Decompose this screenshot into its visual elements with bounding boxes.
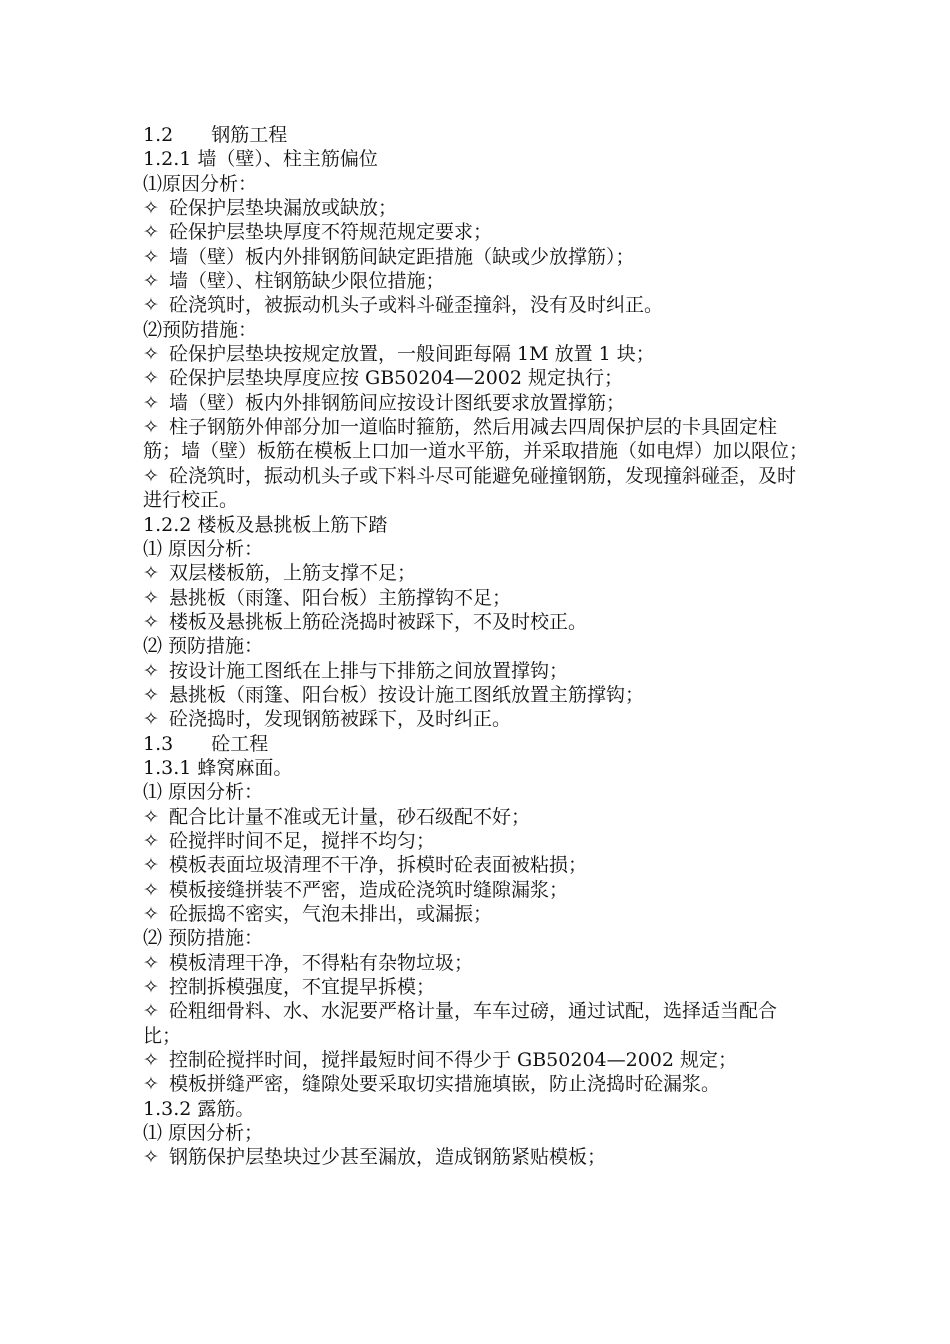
diamond-bullet-icon: ✧ (143, 1073, 159, 1096)
document-body (143, 123, 813, 1170)
bullet-text: 模板接缝拼装不严密，造成砼浇筑时缝隙漏浆； (169, 878, 569, 901)
bullet-item (143, 366, 813, 390)
section-heading: 1.2 钢筋工程 (143, 124, 288, 146)
diamond-bullet-icon: ✧ (143, 562, 159, 585)
bullet-item (143, 829, 813, 853)
diamond-bullet-icon: ✧ (143, 391, 159, 414)
diamond-bullet-icon: ✧ (143, 367, 159, 390)
bullet-text: 砼浇捣时，发现钢筋被踩下，及时纠正。 (169, 708, 512, 731)
bullet-item (143, 342, 813, 366)
diamond-bullet-icon: ✧ (143, 878, 159, 901)
bullet-item (143, 683, 813, 707)
diamond-bullet-icon: ✧ (143, 610, 159, 633)
bullet-item (143, 659, 813, 683)
bullet-text: 双层楼板筋，上筋支撑不足； (169, 562, 417, 585)
bullet-text: 墙（壁）、柱钢筋缺少限位措施； (169, 270, 445, 293)
diamond-bullet-icon: ✧ (143, 854, 159, 877)
subsection-label: ⑵ 预防措施： (143, 635, 264, 658)
bullet-text: 模板表面垃圾清理不干净，拆模时砼表面被粘损； (169, 854, 588, 877)
subsection-label: ⑵预防措施： (143, 318, 258, 341)
bullet-text: 砼粗细骨料、水、水泥要严格计量，车车过磅，通过试配，选择适当配合比； (143, 1000, 778, 1047)
diamond-bullet-icon: ✧ (143, 197, 159, 220)
subsection-label: ⑴ 原因分析： (143, 537, 264, 560)
bullet-text: 楼板及悬挑板上筋砼浇捣时被踩下，不及时校正。 (169, 610, 588, 633)
diamond-bullet-icon: ✧ (143, 245, 159, 268)
section-heading: 1.2.1 墙（壁）、柱主筋偏位 (143, 148, 378, 171)
bullet-item (143, 1072, 813, 1096)
diamond-bullet-icon: ✧ (143, 708, 159, 731)
diamond-bullet-icon: ✧ (143, 464, 159, 487)
section-heading: 1.2.2 楼板及悬挑板上筋下踏 (143, 513, 388, 536)
section-heading: 1.3.1 蜂窝麻面。 (143, 756, 293, 779)
bullet-item (143, 586, 813, 610)
bullet-item (143, 245, 813, 269)
diamond-bullet-icon: ✧ (143, 1049, 159, 1072)
bullet-text: 砼保护层垫块厚度应按 GB50204—2002 规定执行； (169, 367, 624, 390)
bullet-text: 砼搅拌时间不足，搅拌不均匀； (169, 829, 436, 852)
bullet-text: 墙（壁）板内外排钢筋间应按设计图纸要求放置撑筋； (169, 391, 626, 414)
bullet-item (143, 902, 813, 926)
diamond-bullet-icon: ✧ (143, 683, 159, 706)
bullet-item (143, 391, 813, 415)
diamond-bullet-icon: ✧ (143, 829, 159, 852)
subsection-label: ⑴ 原因分析： (143, 781, 264, 804)
bullet-text: 砼保护层垫块按规定放置，一般间距每隔 1M 放置 1 块； (169, 343, 655, 366)
bullet-item (143, 951, 813, 975)
diamond-bullet-icon: ✧ (143, 951, 159, 974)
diamond-bullet-icon: ✧ (143, 1000, 159, 1023)
diamond-bullet-icon: ✧ (143, 416, 159, 439)
diamond-bullet-icon: ✧ (143, 976, 159, 999)
diamond-bullet-icon: ✧ (143, 659, 159, 682)
diamond-bullet-icon: ✧ (143, 903, 159, 925)
bullet-item (143, 999, 813, 1048)
bullet-text: 按设计施工图纸在上排与下排筋之间放置撑钩； (169, 659, 569, 682)
bullet-text: 柱子钢筋外伸部分加一道临时箍筋，然后用减去四周保护层的卡具固定柱筋；墙（壁）板筋在模板上口加一道水平筋，并采取措施（如电焊）加以限位； (143, 416, 809, 463)
diamond-bullet-icon: ✧ (143, 294, 159, 317)
diamond-bullet-icon: ✧ (143, 270, 159, 293)
section-heading: 1.3.2 露筋。 (143, 1097, 255, 1120)
bullet-item (143, 853, 813, 877)
bullet-text: 配合比计量不准或无计量，砂石级配不好； (169, 805, 531, 828)
bullet-text: 控制拆模强度，不宜提早拆模； (169, 976, 436, 999)
bullet-text: 砼振捣不密实，气泡未排出，或漏振； (169, 903, 493, 925)
bullet-text: 控制砼搅拌时间，搅拌最短时间不得少于 GB50204—2002 规定； (169, 1049, 738, 1072)
bullet-text: 悬挑板（雨篷、阳台板）主筋撑钩不足； (169, 586, 512, 609)
bullet-item (143, 196, 813, 220)
bullet-text: 模板拼缝严密，缝隙处要采取切实措施填嵌，防止浇捣时砼漏浆。 (169, 1073, 721, 1096)
section-heading: 1.3 砼工程 (143, 732, 269, 755)
diamond-bullet-icon: ✧ (143, 586, 159, 609)
bullet-text: 墙（壁）板内外排钢筋间缺定距措施（缺或少放撑筋）； (169, 245, 635, 268)
bullet-item (143, 975, 813, 999)
bullet-item (143, 805, 813, 829)
bullet-item (143, 293, 813, 317)
diamond-bullet-icon: ✧ (143, 343, 159, 366)
bullet-item (143, 610, 813, 634)
bullet-item (143, 464, 813, 513)
diamond-bullet-icon: ✧ (143, 221, 159, 244)
bullet-text: 砼浇筑时，被振动机头子或料斗碰歪撞斜，没有及时纠正。 (169, 294, 664, 317)
bullet-item (143, 1048, 813, 1072)
bullet-text: 砼浇筑时，振动机头子或下料斗尽可能避免碰撞钢筋，发现撞斜碰歪，及时进行校正。 (143, 464, 797, 512)
subsection-label: ⑵ 预防措施： (143, 927, 264, 950)
bullet-item (143, 415, 813, 464)
bullet-item (143, 1145, 813, 1169)
bullet-item (143, 220, 813, 244)
bullet-text: 砼保护层垫块漏放或缺放； (169, 197, 398, 220)
bullet-item (143, 707, 813, 731)
bullet-text: 悬挑板（雨篷、阳台板）按设计施工图纸放置主筋撑钩； (169, 683, 645, 706)
bullet-item (143, 269, 813, 293)
subsection-label: ⑴ 原因分析； (143, 1122, 264, 1145)
bullet-item (143, 561, 813, 585)
bullet-text: 砼保护层垫块厚度不符规范规定要求； (169, 221, 493, 244)
subsection-label: ⑴原因分析： (143, 172, 258, 195)
diamond-bullet-icon: ✧ (143, 805, 159, 828)
bullet-item (143, 878, 813, 902)
diamond-bullet-icon: ✧ (143, 1146, 159, 1169)
bullet-text: 模板清理干净，不得粘有杂物垃圾； (169, 951, 474, 974)
bullet-text: 钢筋保护层垫块过少甚至漏放，造成钢筋紧贴模板； (169, 1146, 607, 1169)
